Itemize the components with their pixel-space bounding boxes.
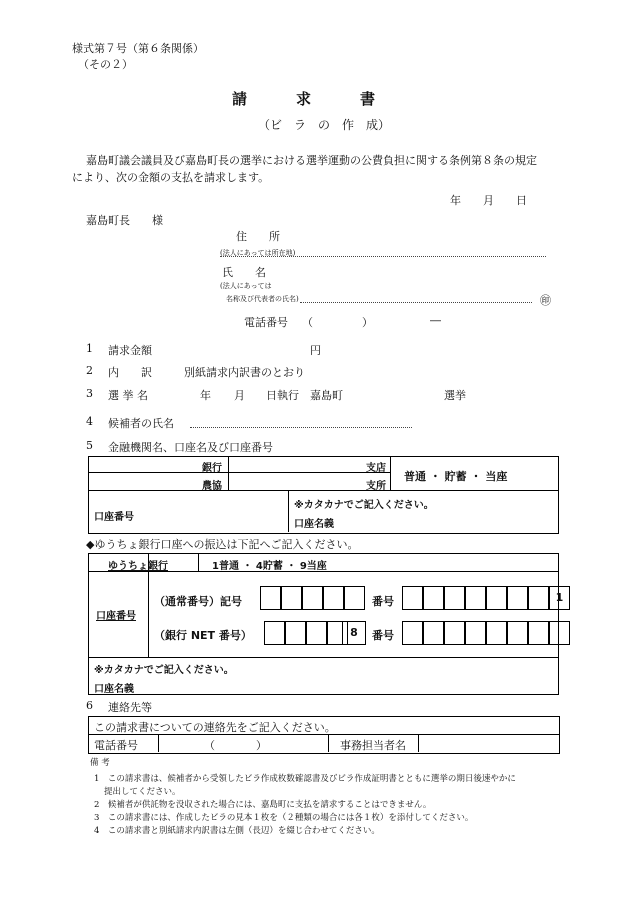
item-1-unit: 円: [310, 344, 321, 357]
item-3-month: 月: [234, 389, 245, 402]
candidate-name-line[interactable]: [190, 427, 412, 428]
number-label-2: 番号: [372, 629, 394, 642]
contact-paren-close: ）: [256, 739, 267, 752]
net-number-digit[interactable]: [402, 621, 423, 645]
yucho-types[interactable]: 1普通 ・ 4貯蓄 ・ 9当座: [212, 561, 327, 572]
net-number-digit[interactable]: [549, 621, 570, 645]
item-5-number: 5: [86, 439, 93, 452]
item-4-number: 4: [86, 415, 93, 428]
yucho-account-name-label: 口座名義: [94, 684, 134, 695]
item-3-number: 3: [86, 387, 93, 400]
seal-mark: ㊞: [540, 294, 551, 307]
yucho-notice: ◆ゆうちょ銀行口座への振込は下記へご記入ください。: [86, 538, 359, 551]
note-1b: 提出してください。: [104, 787, 181, 797]
name-line[interactable]: [300, 302, 532, 303]
note-4: 4 この請求書と別紙請求内訳書は左側（長辺）を綴じ合わせてください。: [94, 826, 380, 836]
regular-symbol-digit[interactable]: [344, 586, 365, 610]
item-4-label: 候補者の氏名: [108, 417, 174, 430]
addressee: 嘉島町長 様: [86, 214, 163, 227]
item-2-number: 2: [86, 364, 93, 377]
name-label: 氏 名: [222, 266, 266, 279]
form-number: 様式第７号（第６条関係）: [72, 42, 204, 55]
address-line[interactable]: [220, 256, 546, 257]
katakana-note: ※カタカナでご記入ください。: [294, 500, 434, 511]
contact-col-3: [418, 734, 419, 752]
form-sub: （その２）: [78, 58, 133, 71]
contact-instruction: この請求書についての連絡先をご記入ください。: [94, 721, 336, 734]
shisho-label: 支所: [366, 481, 386, 492]
regular-number-digit[interactable]: [486, 586, 507, 610]
account-number-label: 口座番号: [94, 512, 134, 523]
regular-number-last-digit[interactable]: 1: [549, 586, 570, 610]
date-line: 年 月 日: [450, 194, 527, 207]
net-number-digit[interactable]: [444, 621, 465, 645]
yucho-account-number-label: 口座番号: [96, 611, 136, 622]
item-3-day: 日執行 嘉島町: [266, 389, 343, 402]
phone-label: 電話番号: [244, 316, 288, 329]
yucho-bank-name: ゆうちょ銀行: [108, 561, 168, 572]
account-types[interactable]: 普通 ・ 貯蓄 ・ 当座: [404, 470, 508, 483]
yucho-row-divider-2: [88, 657, 558, 658]
account-col-divider: [288, 490, 289, 532]
net-number-digit[interactable]: [528, 621, 549, 645]
account-name-label: 口座名義: [294, 519, 334, 530]
item-6-number: 6: [86, 699, 93, 712]
net-number-digit[interactable]: [465, 621, 486, 645]
branch-label: 支店: [366, 463, 386, 474]
contact-paren-open: （: [204, 739, 215, 752]
item-2-label: 内 訳: [108, 366, 152, 379]
net-symbol-digit[interactable]: [264, 621, 285, 645]
item-5-label: 金融機関名、口座名及び口座番号: [108, 441, 273, 454]
branch-col-divider: [390, 456, 391, 490]
note-2: 2 候補者が供託物を没収された場合には、嘉島町に支払を請求することはできません。: [94, 800, 432, 810]
net-symbol-digit[interactable]: [285, 621, 306, 645]
note-3: 3 この請求書には、作成したビラの見本１枚を（２種類の場合には各１枚）を添付してください。: [94, 813, 474, 823]
intro-line-1: 嘉島町議会議員及び嘉島町長の選挙における選挙運動の公費負担に関する条例第８条の規定: [86, 154, 537, 167]
name-note-1: (法人にあっては: [220, 282, 272, 290]
address-label: 住 所: [236, 230, 280, 243]
item-6-label: 連絡先等: [108, 701, 152, 714]
net-symbol-digit[interactable]: [306, 621, 327, 645]
regular-number-digit[interactable]: [528, 586, 549, 610]
regular-number-digit[interactable]: [507, 586, 528, 610]
regular-number-digit[interactable]: [402, 586, 423, 610]
net-symbol-last-digit[interactable]: 8: [342, 621, 366, 645]
item-3-year: 年: [200, 389, 211, 402]
phone-paren-open: （: [302, 316, 313, 329]
item-2-value: 別紙請求内訳書のとおり: [184, 366, 305, 379]
phone-paren-close: ）: [362, 316, 373, 329]
item-3-election: 選挙: [444, 389, 466, 402]
bank-row-divider: [88, 472, 390, 473]
item-3-label: 選 挙 名: [108, 389, 148, 402]
bank-col-divider: [228, 456, 229, 490]
notes-heading: 備 考: [90, 758, 110, 768]
intro-line-2: により、次の金額の支払を請求します。: [72, 171, 270, 184]
yucho-col-divider-2: [198, 553, 199, 571]
regular-number-label: （通常番号）記号: [154, 595, 242, 608]
address-note: (法人にあっては所在地): [220, 249, 296, 257]
regular-number-digit[interactable]: [465, 586, 486, 610]
net-number-digit[interactable]: [507, 621, 528, 645]
item-1-number: 1: [86, 342, 93, 355]
page-subtitle: （ビ ラ の 作 成）: [258, 118, 391, 132]
bank-label: 銀行: [202, 463, 222, 474]
nokyo-label: 農協: [202, 481, 222, 492]
regular-number-digit[interactable]: [444, 586, 465, 610]
regular-symbol-digit[interactable]: [323, 586, 344, 610]
net-number-label: （銀行 NET 番号）: [154, 629, 252, 642]
regular-symbol-digit[interactable]: [302, 586, 323, 610]
contact-staff-label: 事務担当者名: [340, 739, 406, 752]
net-number-digit[interactable]: [486, 621, 507, 645]
name-note-2: 名称及び代表者の氏名): [226, 295, 299, 303]
contact-col-1: [158, 734, 159, 752]
net-number-digit[interactable]: [423, 621, 444, 645]
number-label-1: 番号: [372, 595, 394, 608]
regular-symbol-digit[interactable]: [281, 586, 302, 610]
regular-number-digit[interactable]: [423, 586, 444, 610]
page-title: 請 求 書: [232, 90, 377, 108]
contact-phone-label: 電話番号: [94, 739, 138, 752]
contact-col-2: [328, 734, 329, 752]
phone-dash: ―: [430, 314, 441, 327]
bank-row-divider-2: [88, 490, 558, 491]
yucho-katakana-note: ※カタカナでご記入ください。: [94, 665, 234, 676]
note-1a: 1 この請求書は、候補者から受領したビラ作成枚数確認書及びビラ作成証明書とともに選挙の期日後速やかに: [94, 774, 516, 784]
regular-symbol-digit[interactable]: [260, 586, 281, 610]
item-1-label: 請求金額: [108, 344, 152, 357]
